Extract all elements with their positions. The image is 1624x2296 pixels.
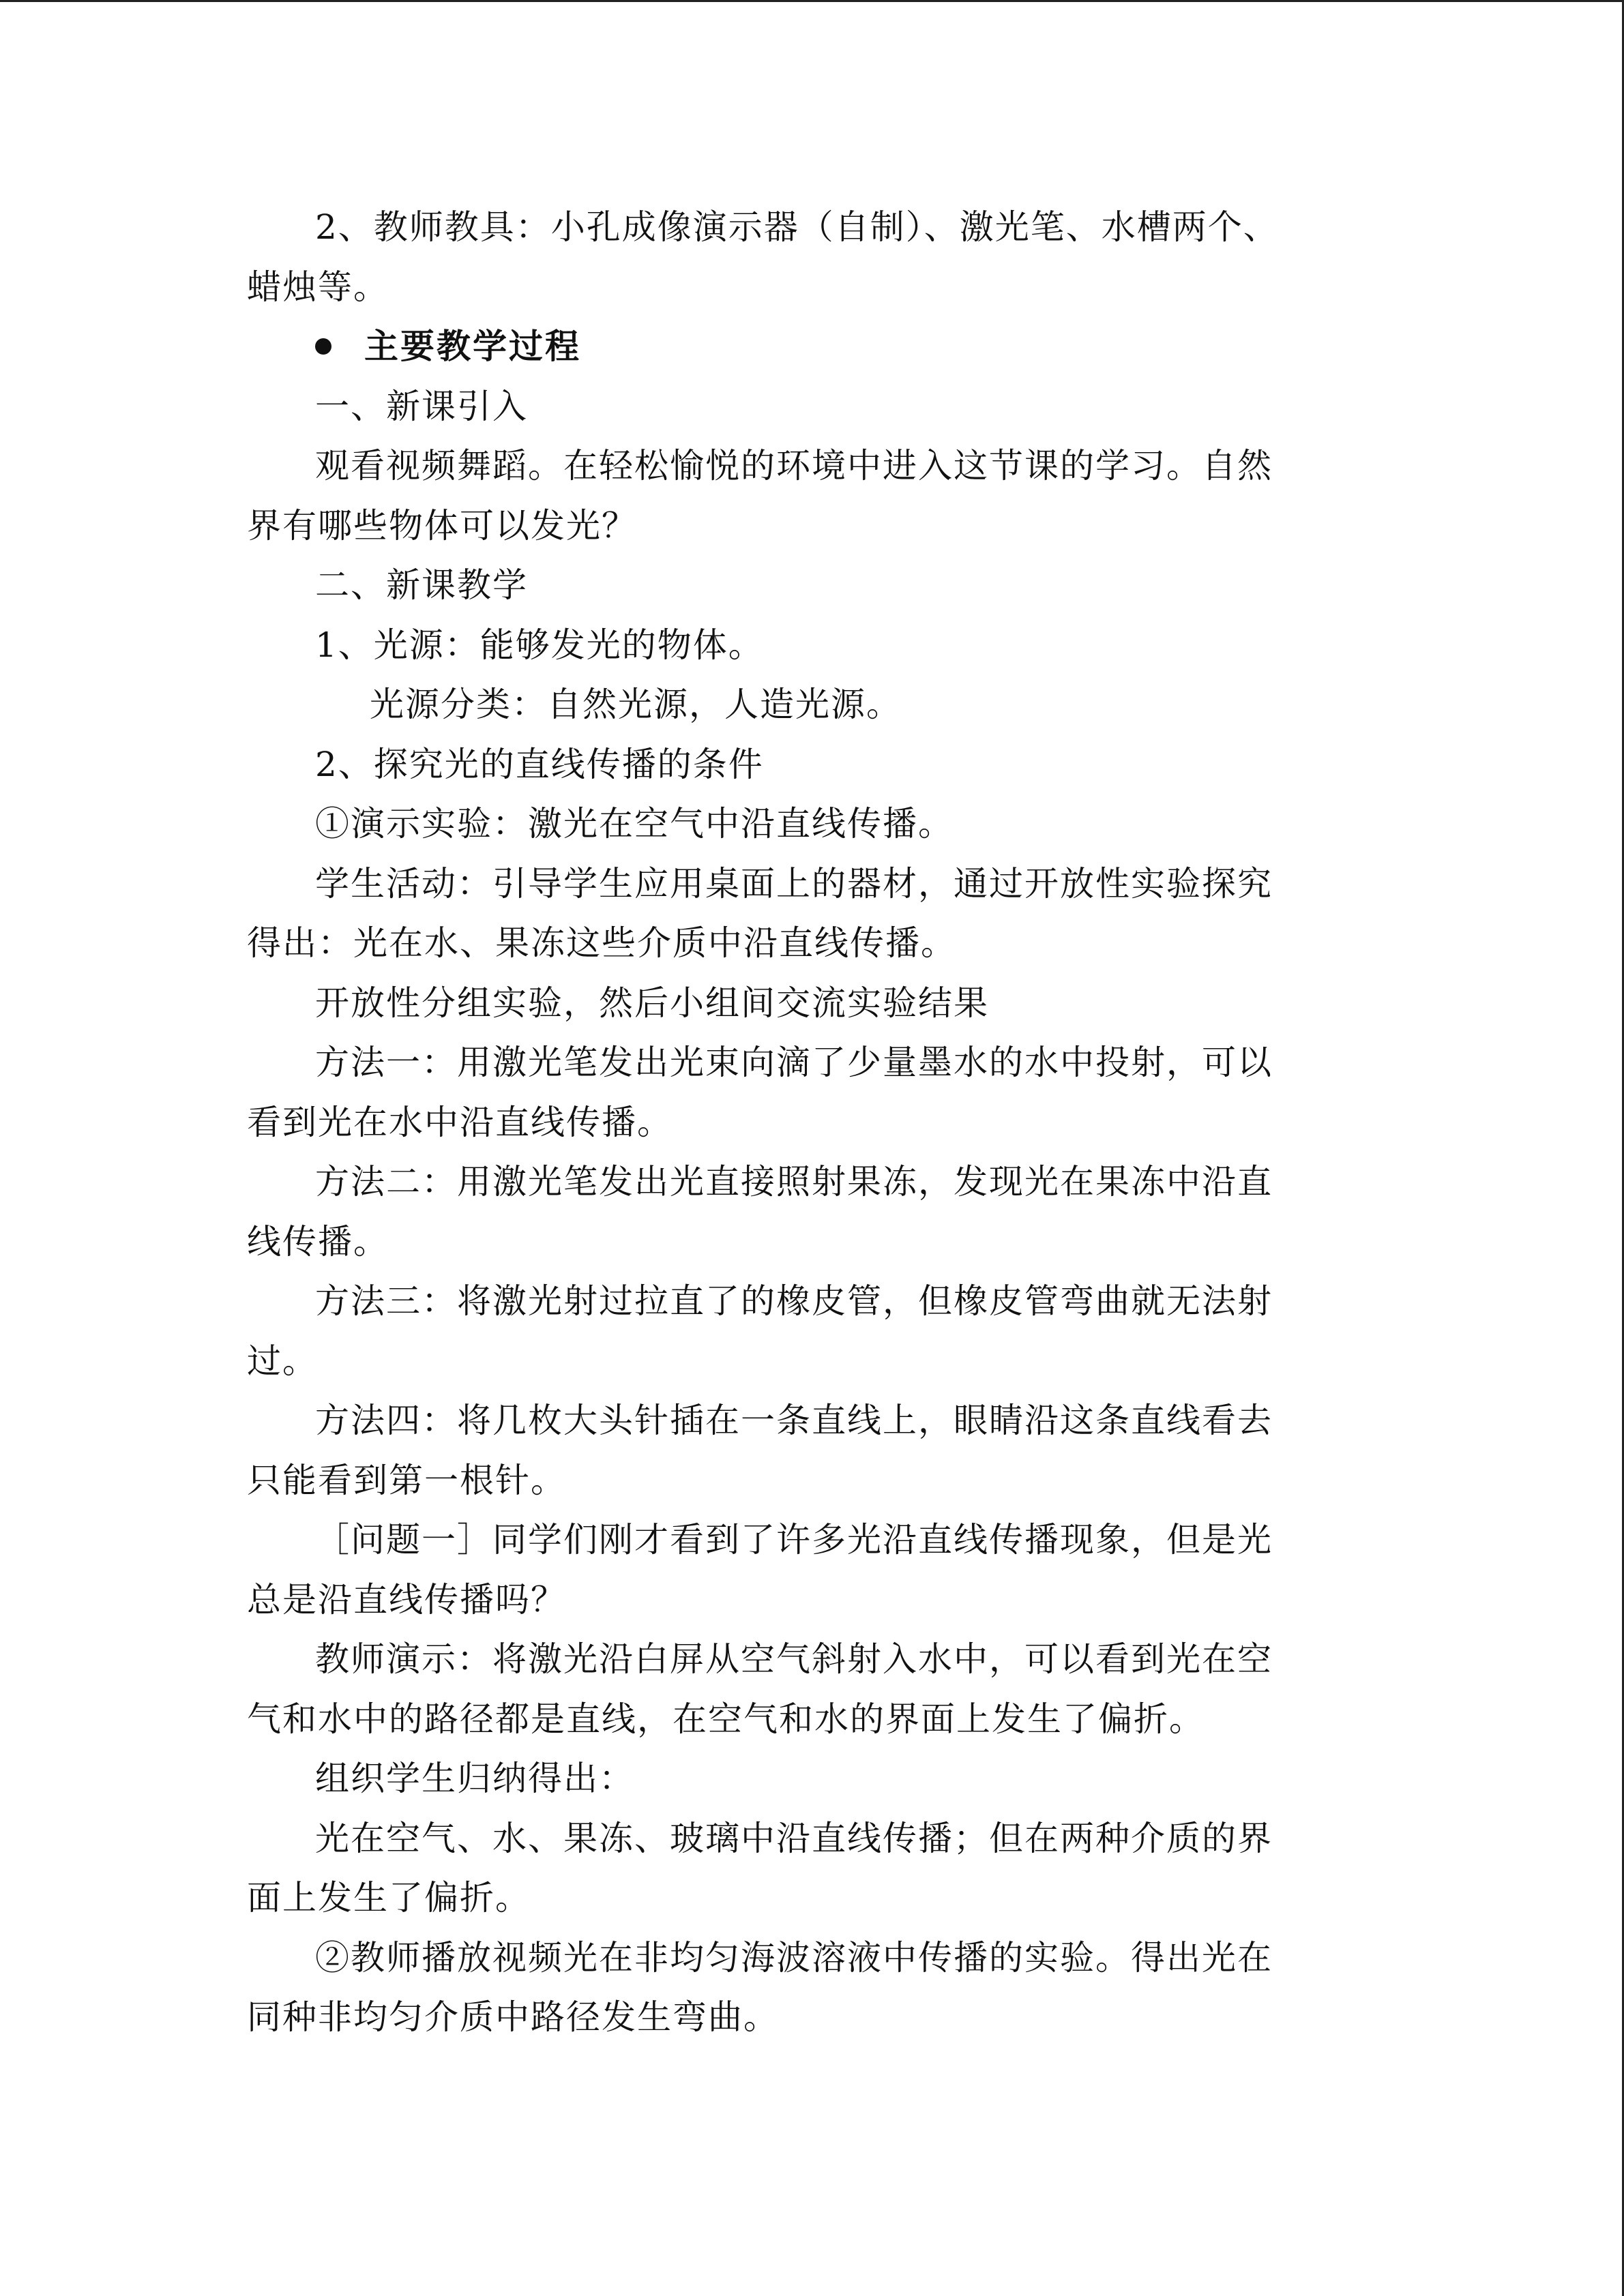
text-line: 界有哪些物体可以发光？	[247, 505, 637, 546]
section-heading-label: 主要教学过程	[364, 327, 581, 366]
text-line: 2、探究光的直线传播的条件	[315, 744, 764, 784]
text-line: 过。	[247, 1341, 318, 1381]
text-line: 只能看到第一根针。	[247, 1460, 566, 1500]
text-line: 方法二：用激光笔发出光直接照射果冻，发现光在果冻中沿直	[315, 1162, 1273, 1202]
text-line: 得出：光在水、果冻这些介质中沿直线传播。	[247, 923, 956, 963]
bullet-icon	[315, 338, 331, 355]
text-line: 光在空气、水、果冻、玻璃中沿直线传播；但在两种介质的界	[315, 1818, 1273, 1858]
text-line: 组织学生归纳得出：	[315, 1759, 634, 1798]
text-line: 开放性分组实验，然后小组间交流实验结果	[315, 983, 989, 1023]
text-line: 1、光源：能够发光的物体。	[315, 625, 764, 665]
text-line: 气和水中的路径都是直线，在空气和水的界面上发生了偏折。	[247, 1699, 1205, 1739]
text-line: 总是沿直线传播吗？	[247, 1579, 566, 1620]
text-line: ［问题一］同学们刚才看到了许多光沿直线传播现象，但是光	[315, 1520, 1273, 1560]
text-line: 线传播。	[247, 1221, 389, 1262]
text-line: 方法三：将激光射过拉直了的橡皮管，但橡皮管弯曲就无法射	[315, 1281, 1273, 1321]
text-line: 一、新课引入	[315, 386, 528, 426]
text-line: 教师演示：将激光沿白屏从空气斜射入水中，可以看到光在空	[315, 1639, 1273, 1679]
text-line: 方法一：用激光笔发出光束向滴了少量墨水的水中投射，可以	[315, 1043, 1273, 1082]
text-line: 方法四：将几枚大头针插在一条直线上，眼睛沿这条直线看去	[315, 1401, 1273, 1440]
section-heading	[247, 317, 1352, 377]
page-border-top	[0, 0, 1624, 2]
text-line: 2、教师教具：小孔成像演示器（自制）、激光笔、水槽两个、	[315, 207, 1279, 247]
text-line: 看到光在水中沿直线传播。	[247, 1102, 673, 1142]
text-line: 面上发生了偏折。	[247, 1878, 531, 1918]
text-line: ②教师播放视频光在非均匀海波溶液中传播的实验。得出光在	[315, 1937, 1273, 1978]
text-line: 同种非均匀介质中路径发生弯曲。	[247, 1997, 779, 2037]
text-line: ①演示实验：激光在空气中沿直线传播。	[315, 804, 954, 844]
text-line: 学生活动：引导学生应用桌面上的器材，通过开放性实验探究	[315, 863, 1273, 904]
text-line: 蜡烛等。	[247, 267, 389, 307]
text-line: 观看视频舞蹈。在轻松愉悦的环境中进入这节课的学习。自然	[315, 446, 1273, 486]
text-line: 二、新课教学	[315, 565, 528, 605]
text-line: 光源分类：自然光源，人造光源。	[370, 685, 902, 724]
document-body	[247, 198, 1352, 2048]
